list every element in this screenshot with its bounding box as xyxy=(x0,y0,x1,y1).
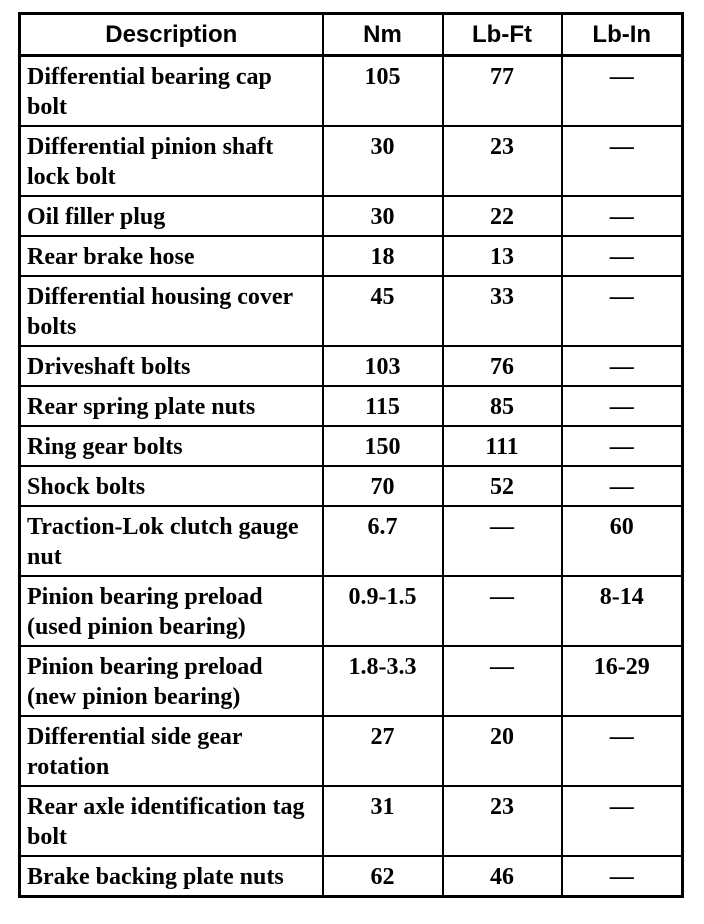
table-row xyxy=(20,386,683,426)
lbin-cell: — xyxy=(562,196,683,236)
nm-cell: 30 xyxy=(323,126,443,196)
lbin-cell: 60 xyxy=(562,506,683,576)
lbin-cell: — xyxy=(562,346,683,386)
lbin-cell: — xyxy=(562,386,683,426)
header-description: Description xyxy=(20,14,323,56)
lbin-cell: — xyxy=(562,56,683,127)
table-row xyxy=(20,426,683,466)
lbft-cell: 23 xyxy=(443,126,562,196)
description-cell: Pinion bearing preload (used pinion bearing) xyxy=(20,576,323,646)
nm-cell: 0.9-1.5 xyxy=(323,576,443,646)
nm-cell: 45 xyxy=(323,276,443,346)
lbft-cell: 22 xyxy=(443,196,562,236)
lbin-cell: — xyxy=(562,126,683,196)
lbft-cell: 13 xyxy=(443,236,562,276)
lbft-cell: 46 xyxy=(443,856,562,897)
table-row xyxy=(20,716,683,786)
description-cell: Differential side gear rotation xyxy=(20,716,323,786)
lbin-cell: — xyxy=(562,276,683,346)
nm-cell: 1.8-3.3 xyxy=(323,646,443,716)
table-row xyxy=(20,576,683,646)
lbft-cell: 85 xyxy=(443,386,562,426)
lbft-cell: 23 xyxy=(443,786,562,856)
lbin-cell: — xyxy=(562,236,683,276)
header-row xyxy=(20,14,683,56)
description-cell: Rear axle identification tag bolt xyxy=(20,786,323,856)
lbin-cell: 8-14 xyxy=(562,576,683,646)
description-cell: Rear spring plate nuts xyxy=(20,386,323,426)
table-row xyxy=(20,126,683,196)
lbin-cell: — xyxy=(562,856,683,897)
lbin-cell: 16-29 xyxy=(562,646,683,716)
lbin-cell: — xyxy=(562,786,683,856)
lbin-cell: — xyxy=(562,466,683,506)
nm-cell: 27 xyxy=(323,716,443,786)
description-cell: Brake backing plate nuts xyxy=(20,856,323,897)
lbin-cell: — xyxy=(562,716,683,786)
table-row xyxy=(20,56,683,127)
lbft-cell: — xyxy=(443,646,562,716)
description-cell: Rear brake hose xyxy=(20,236,323,276)
header-lbin: Lb-In xyxy=(562,14,683,56)
nm-cell: 18 xyxy=(323,236,443,276)
nm-cell: 70 xyxy=(323,466,443,506)
lbft-cell: 20 xyxy=(443,716,562,786)
table-row xyxy=(20,466,683,506)
torque-spec-table xyxy=(18,12,684,898)
nm-cell: 31 xyxy=(323,786,443,856)
lbft-cell: — xyxy=(443,506,562,576)
description-cell: Shock bolts xyxy=(20,466,323,506)
nm-cell: 30 xyxy=(323,196,443,236)
table-row xyxy=(20,236,683,276)
lbft-cell: 111 xyxy=(443,426,562,466)
header-lbft: Lb-Ft xyxy=(443,14,562,56)
description-cell: Traction-Lok clutch gauge nut xyxy=(20,506,323,576)
table-row xyxy=(20,276,683,346)
description-cell: Differential pinion shaft lock bolt xyxy=(20,126,323,196)
description-cell: Ring gear bolts xyxy=(20,426,323,466)
nm-cell: 105 xyxy=(323,56,443,127)
table-row xyxy=(20,856,683,897)
header-nm: Nm xyxy=(323,14,443,56)
nm-cell: 103 xyxy=(323,346,443,386)
description-cell: Driveshaft bolts xyxy=(20,346,323,386)
description-cell: Differential housing cover bolts xyxy=(20,276,323,346)
nm-cell: 62 xyxy=(323,856,443,897)
nm-cell: 115 xyxy=(323,386,443,426)
table-row xyxy=(20,196,683,236)
table-row xyxy=(20,786,683,856)
lbft-cell: — xyxy=(443,576,562,646)
lbft-cell: 76 xyxy=(443,346,562,386)
table-row xyxy=(20,506,683,576)
lbft-cell: 77 xyxy=(443,56,562,127)
description-cell: Oil filler plug xyxy=(20,196,323,236)
lbft-cell: 33 xyxy=(443,276,562,346)
lbft-cell: 52 xyxy=(443,466,562,506)
description-cell: Differential bearing cap bolt xyxy=(20,56,323,127)
lbin-cell: — xyxy=(562,426,683,466)
table-row xyxy=(20,646,683,716)
nm-cell: 150 xyxy=(323,426,443,466)
description-cell: Pinion bearing preload (new pinion bearing) xyxy=(20,646,323,716)
table-row xyxy=(20,346,683,386)
nm-cell: 6.7 xyxy=(323,506,443,576)
